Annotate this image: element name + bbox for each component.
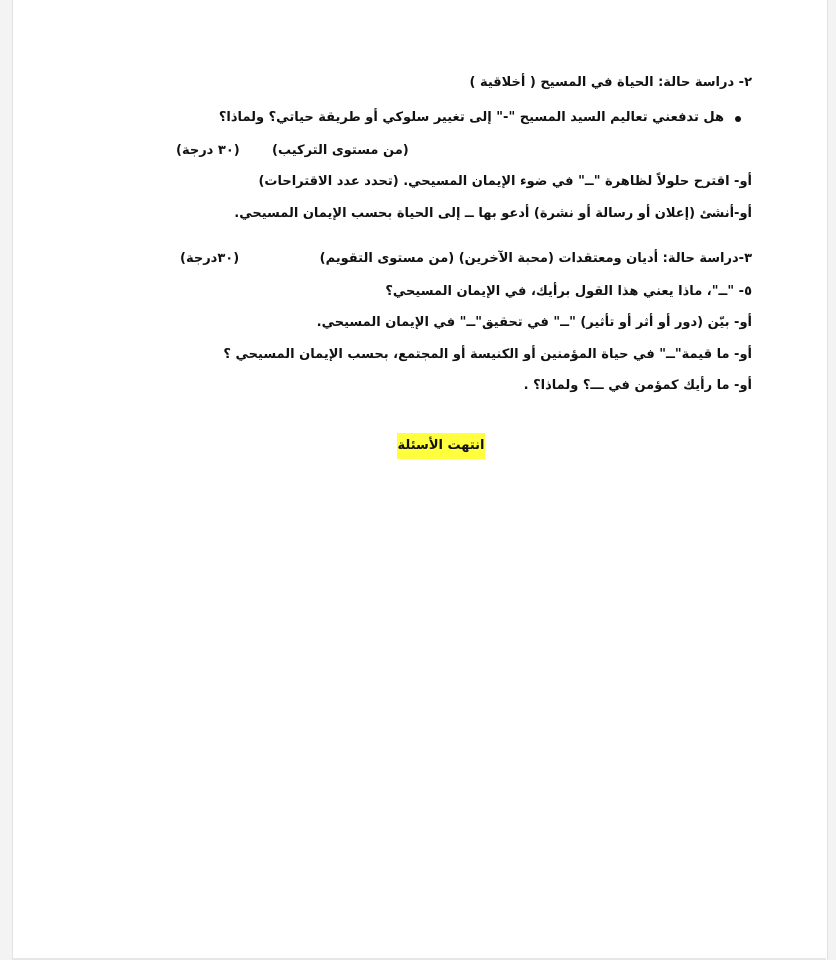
section-3-option-2: أو- ما قيمة"ــ" في حياة المؤمنين أو الكنيسة أو المجتمع، بحسب الإيمان المسيحي ؟ <box>223 347 752 362</box>
section-3-question: ٥- "ــ"، ماذا يعني هذا القول برأيك، في الإيمان المسيحي؟ <box>385 284 752 299</box>
end-note: انتهت الأسئلة <box>397 438 485 453</box>
section-3-option-1: أو- بيّن (دور أو أثر أو تأثير) "ــ" في تحقيق"ــ" في الإيمان المسيحي. <box>316 315 752 330</box>
section-2-heading: ٢- دراسة حالة: الحياة في المسيح ( أخلاقية ) <box>469 75 752 90</box>
section-3-option-3: أو- ما رأيك كمؤمن في ـــ؟ ولماذا؟ . <box>523 378 752 393</box>
section-2-level: (من مستوى التركيب) <box>272 143 409 158</box>
section-2-score: (٣٠ درجة) <box>176 143 240 158</box>
section-3-score: (٣٠درجة) <box>180 251 240 266</box>
section-2-option-2: أو-أنشئ (إعلان أو رسالة أو نشرة) أدعو بها ــ إلى الحياة بحسب الإيمان المسيحي. <box>234 206 752 221</box>
section-3-heading: ٣-دراسة حالة: أديان ومعتقدات (محبة الآخرين) (من مستوى التقويم) <box>319 251 752 266</box>
section-2-bullet-question: هل تدفعني تعاليم السيد المسيح "-" إلى تغيير سلوكي أو طريقة حياتي؟ ولماذا؟ <box>218 110 724 125</box>
document-page <box>12 0 828 960</box>
bullet-dot <box>735 116 741 122</box>
section-2-option-1: أو- اقترح حلولاً لظاهرة "ــ" في ضوء الإيمان المسيحي. (تحدد عدد الاقتراحات) <box>258 174 752 189</box>
